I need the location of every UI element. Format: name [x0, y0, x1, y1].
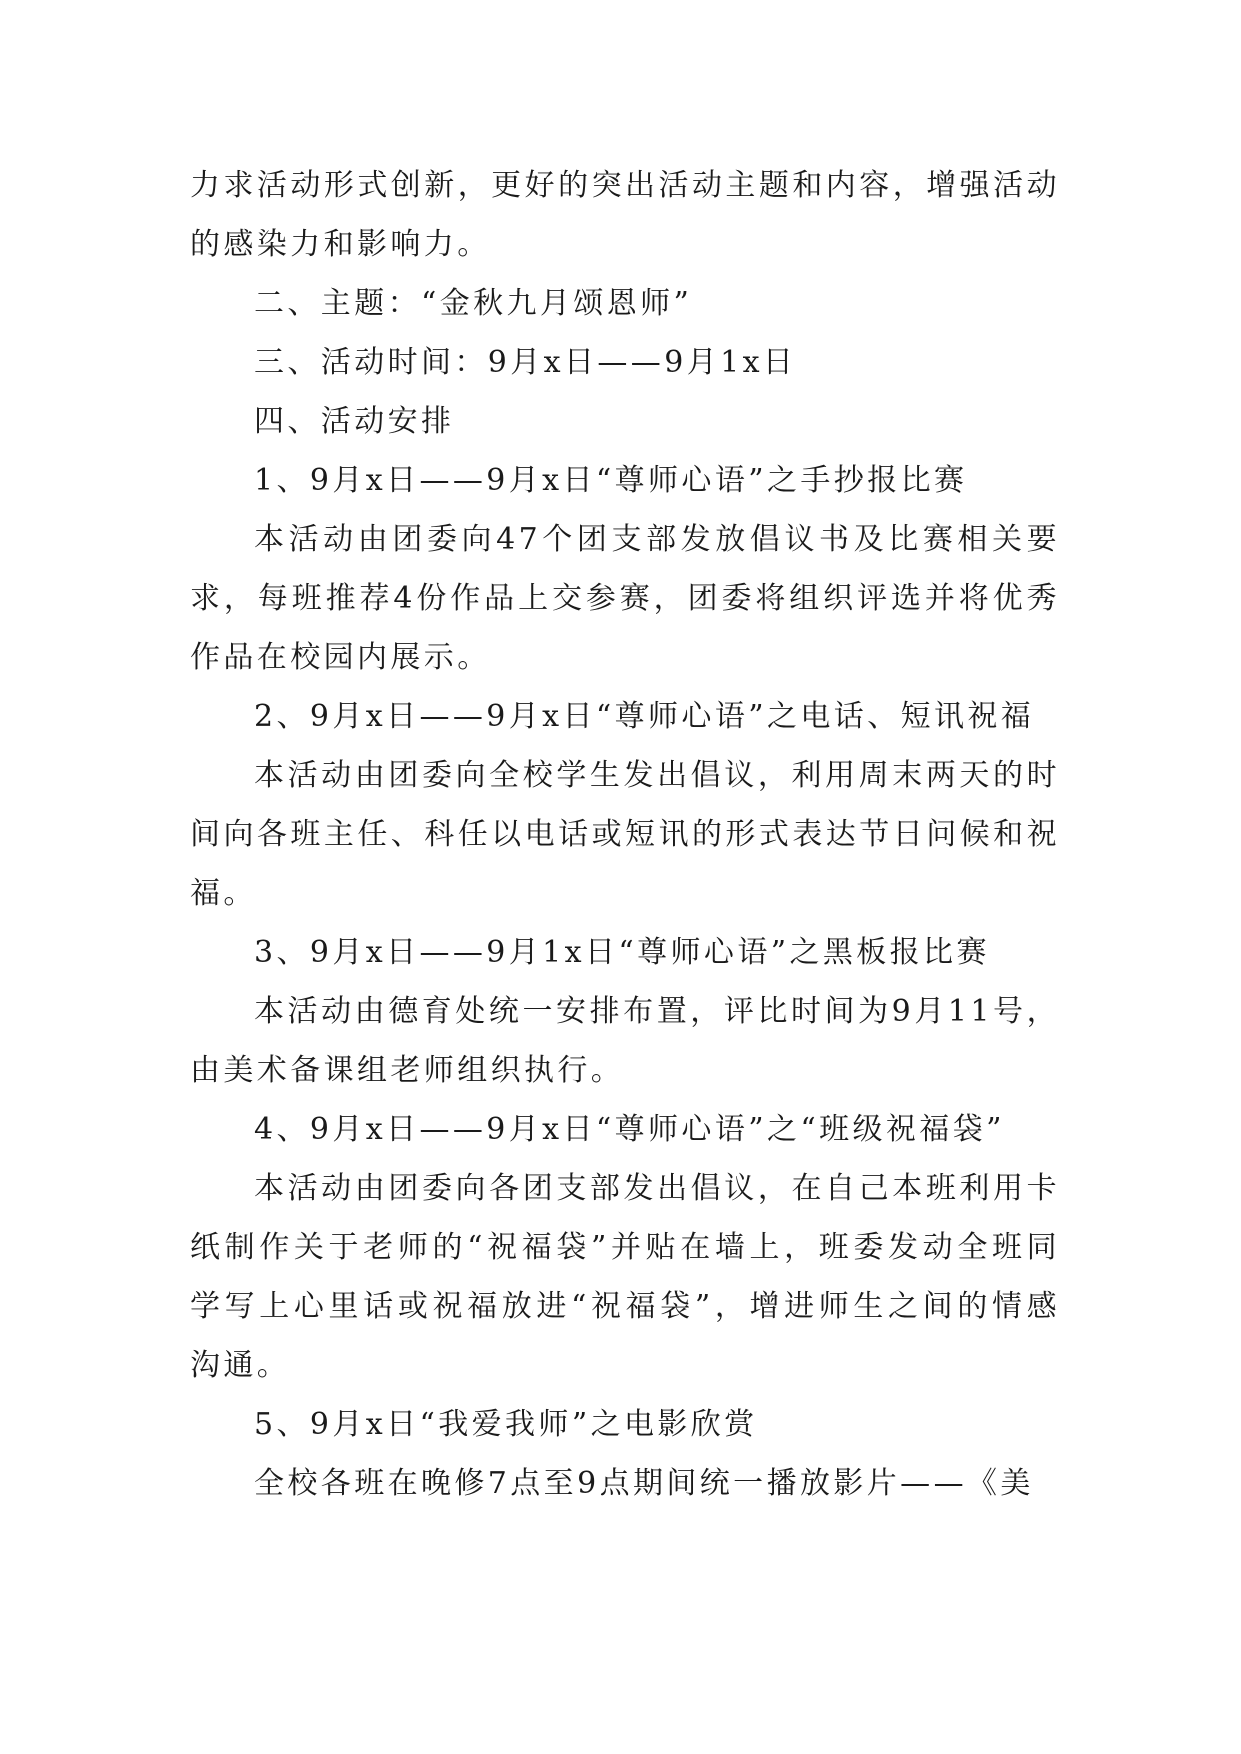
section-heading-arrangement: 四、活动安排: [254, 404, 455, 439]
item-body-3: 本活动由德育处统一安排布置，评比时间为9月11号，由美术备课组老师组织执行。: [190, 994, 1060, 1088]
section-heading-time: 三、活动时间：9月x日——9月1x日: [254, 345, 797, 380]
item-heading-4: 4、9月x日——9月x日“尊师心语”之“班级祝福袋”: [254, 1112, 1005, 1147]
item-heading-2: 2、9月x日——9月x日“尊师心语”之电话、短讯祝福: [254, 699, 1035, 734]
paragraph-intro-continuation: 力求活动形式创新，更好的突出活动主题和内容，增强活动的感染力和影响力。: [190, 168, 1060, 262]
item-heading-1: 1、9月x日——9月x日“尊师心语”之手抄报比赛: [254, 463, 968, 498]
item-body-4: 本活动由团委向各团支部发出倡议，在自己本班利用卡纸制作关于老师的“祝福袋”并贴在墙上，班委发动全班同学写上心里话或祝福放进“祝福袋”，增进师生之间的情感沟通。: [190, 1171, 1060, 1383]
item-body-1: 本活动由团委向47个团支部发放倡议书及比赛相关要求，每班推荐4份作品上交参赛，团委将组织评选并将优秀作品在校园内展示。: [190, 522, 1060, 675]
item-heading-3: 3、9月x日——9月1x日“尊师心语”之黑板报比赛: [254, 935, 990, 970]
document-body: [190, 156, 1060, 1513]
section-heading-theme: 二、主题：“金秋九月颂恩师”: [254, 286, 693, 321]
item-body-2: 本活动由团委向全校学生发出倡议，利用周末两天的时间向各班主任、科任以电话或短讯的形式表达节日问候和祝福。: [190, 758, 1060, 911]
item-heading-5: 5、9月x日“我爱我师”之电影欣赏: [254, 1407, 758, 1442]
item-body-5: 全校各班在晚修7点至9点期间统一播放影片——《美: [254, 1466, 1034, 1501]
